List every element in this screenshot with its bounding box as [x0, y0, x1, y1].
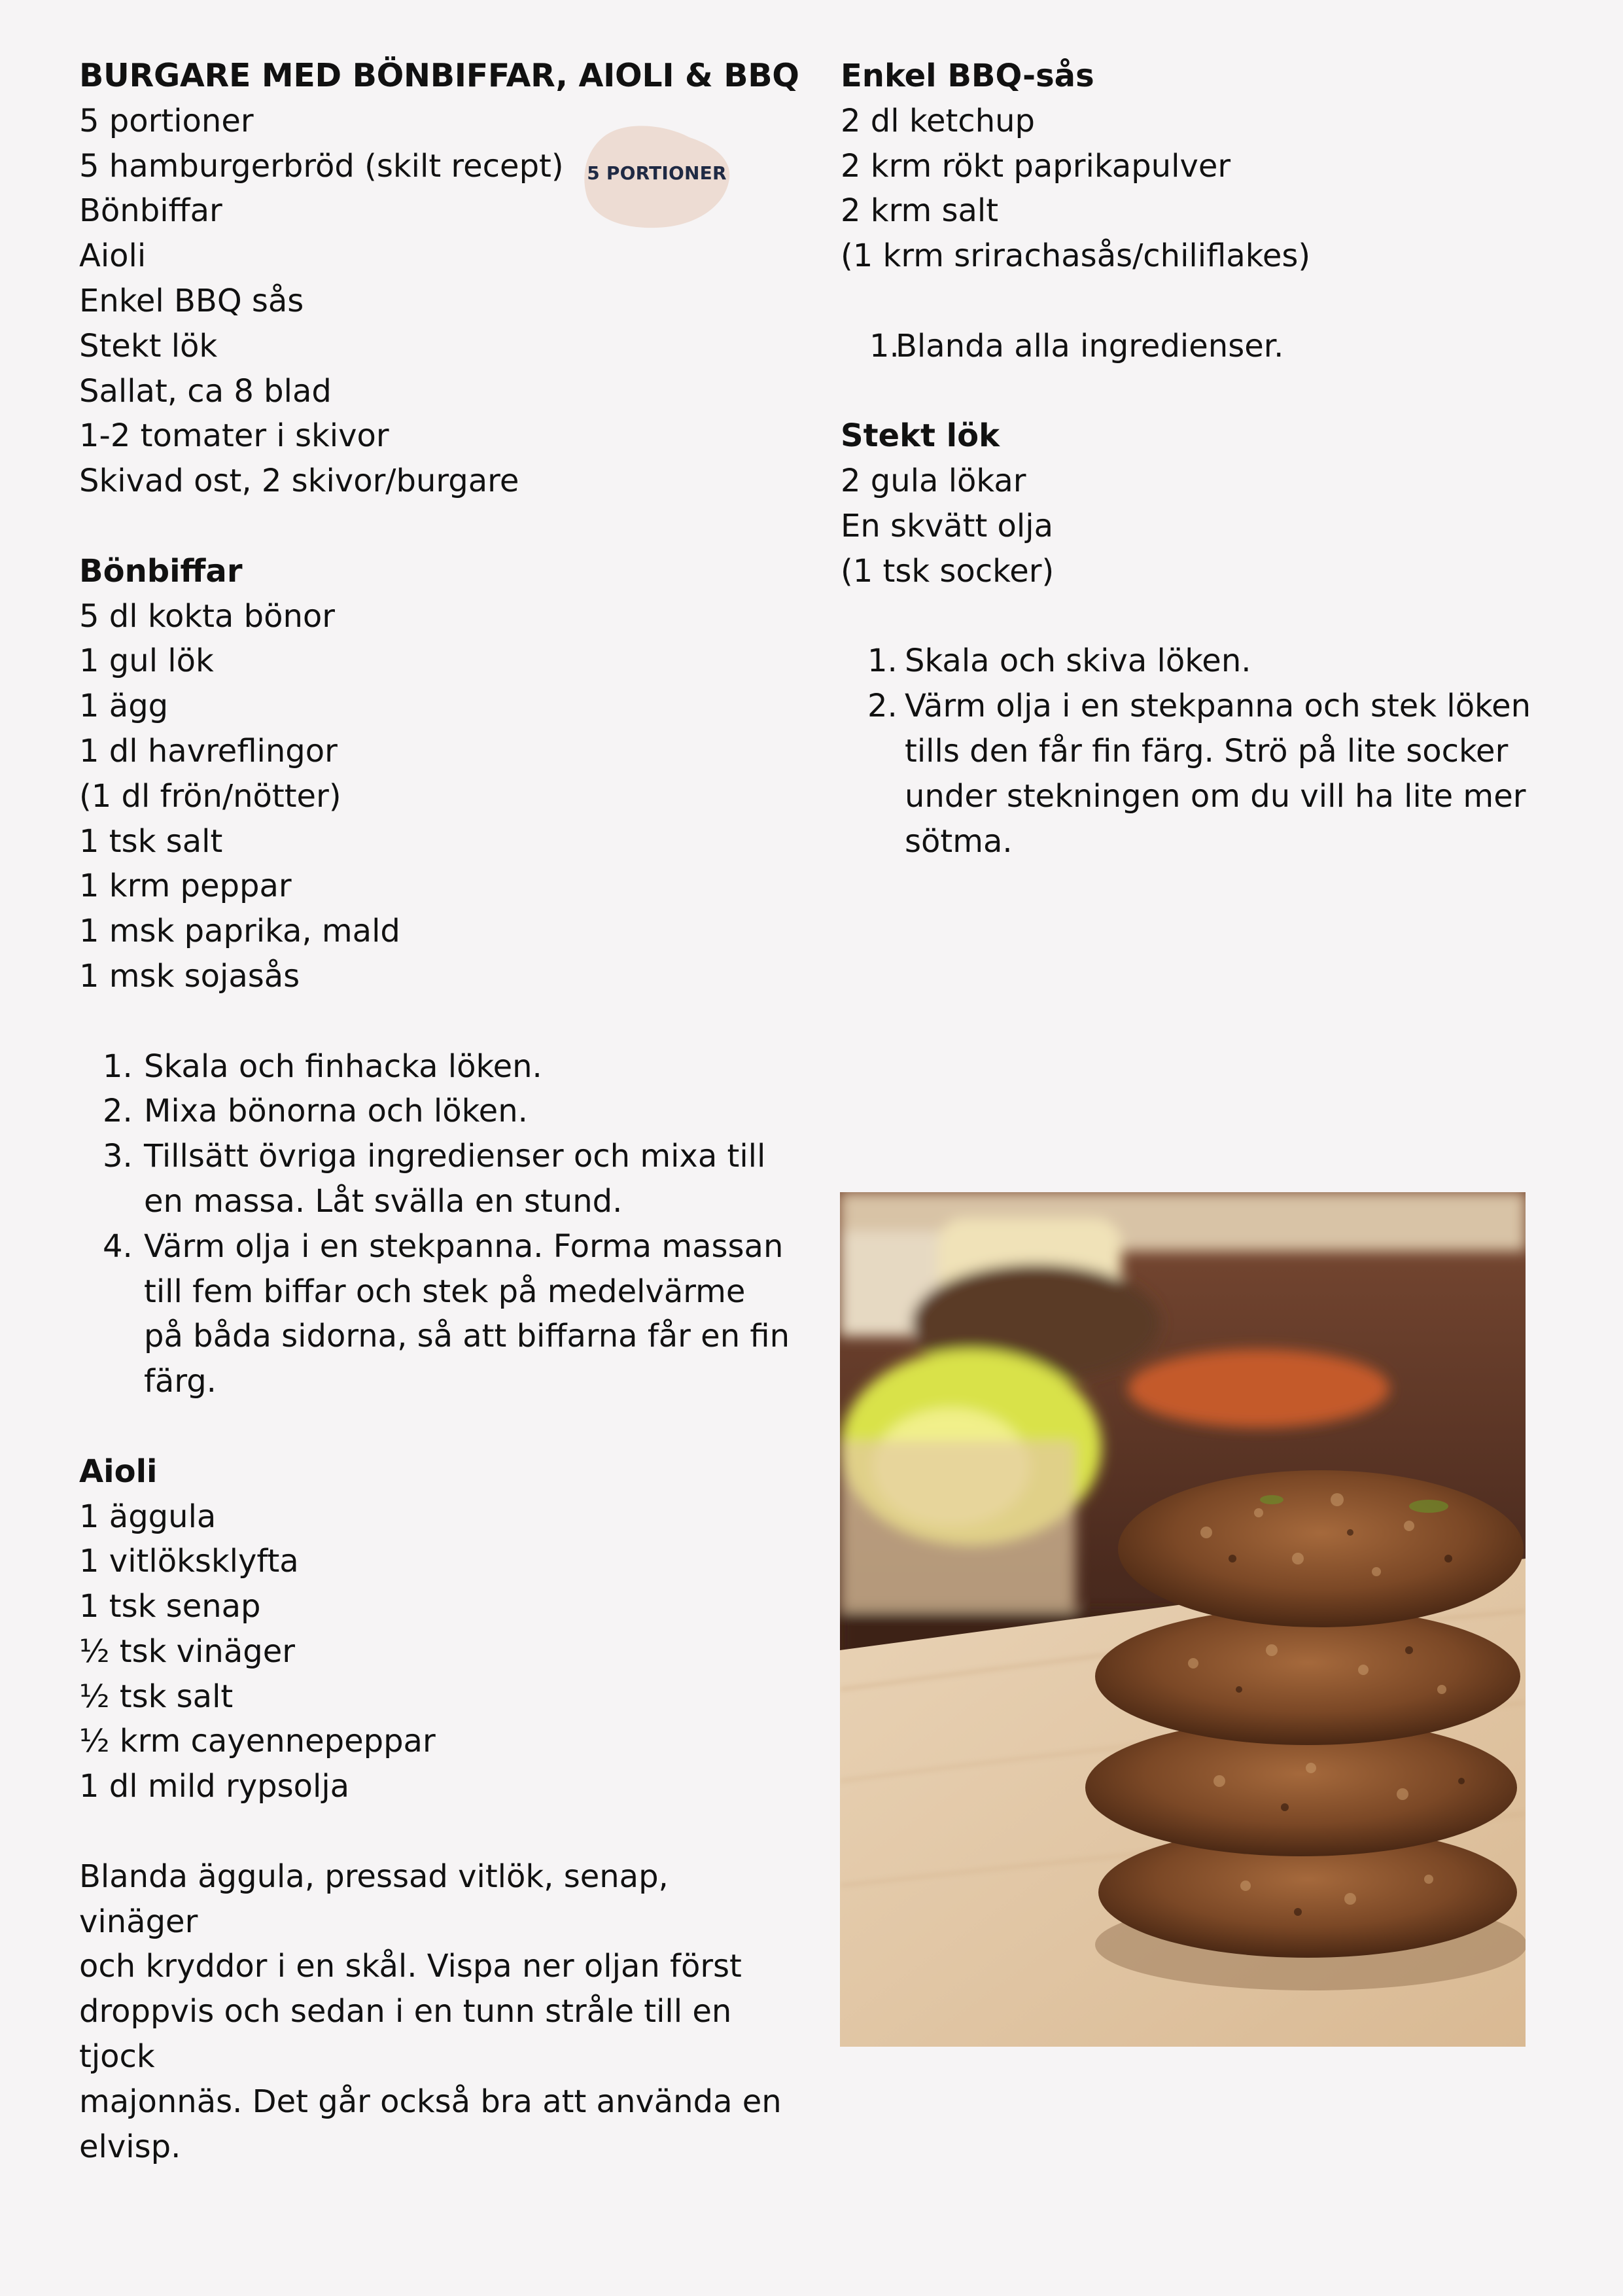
list-item: 5 hamburgerbröd (skilt recept) — [79, 147, 564, 185]
step-number: 3. — [103, 1138, 133, 1175]
step-text: Värm olja i en stekpanna. Forma massan till fem biffar och stek på medelvärme på båda sidorna, så att biffarna får en fin färg. — [144, 1227, 790, 1400]
spacer — [79, 504, 792, 549]
bonbiffar-ingredient-list — [79, 594, 792, 999]
list-item: (1 krm srirachasås/chiliflakes) — [841, 238, 1311, 275]
list-item: 1-2 tomater i skivor — [79, 417, 389, 455]
step-number: 1. — [869, 327, 899, 364]
list-item: 1 äggula — [79, 1498, 217, 1535]
list-item: 2 dl ketchup — [841, 102, 1035, 139]
list-item: 2 krm salt — [841, 192, 999, 230]
recipe-title: BURGARE MED BÖNBIFFAR, AIOLI & BBQ — [79, 57, 799, 94]
step-text: Skala och finhacka löken. — [144, 1048, 542, 1085]
step-number: 1. — [867, 643, 898, 680]
bbq-ingredient-list — [841, 99, 1580, 279]
bbq-heading: Enkel BBQ-sås — [841, 58, 1094, 94]
stekt-lok-ingredient-list — [841, 459, 1580, 593]
aioli-method: Blanda äggula, pressad vitlök, senap, vinäger och kryddor i en skål. Vispa ner oljan först droppvis och sedan i en tunn stråle till en tjock majonnäs. Det går också bra att använda en elvisp. — [79, 1858, 782, 2165]
step-item — [841, 639, 1580, 684]
stekt-lok-heading: Stekt lök — [841, 417, 1000, 455]
badge-label: 5 PORTIONER — [587, 162, 727, 184]
step-number: 2. — [867, 688, 898, 725]
aioli-ingredient-list — [79, 1494, 792, 1810]
right-column — [841, 54, 1580, 864]
list-item: 1 msk paprika, mald — [79, 913, 400, 950]
bean-patties-illustration — [840, 1192, 1526, 2047]
step-text: Skala och skiva löken. — [905, 643, 1251, 680]
step-item — [79, 1044, 792, 1089]
spacer — [79, 1809, 792, 1854]
list-item: En skvätt olja — [841, 507, 1053, 544]
bean-patties-photo — [840, 1192, 1526, 2047]
list-item: ½ krm cayennepeppar — [79, 1723, 436, 1760]
step-number: 2. — [103, 1093, 133, 1130]
spacer — [841, 594, 1580, 639]
portions-badge — [580, 122, 734, 229]
list-item: Stekt lök — [79, 327, 218, 364]
bonbiffar-steps — [79, 1044, 792, 1404]
list-item: 2 krm rökt paprikapulver — [841, 147, 1231, 185]
list-item: (1 tsk socker) — [841, 552, 1055, 590]
list-item: 1 msk sojasås — [79, 957, 300, 995]
list-item: (1 dl frön/nötter) — [79, 777, 341, 815]
list-item: ½ tsk vinäger — [79, 1633, 295, 1670]
list-item: Sallat, ca 8 blad — [79, 372, 332, 410]
step-text: Blanda alla ingredienser. — [896, 327, 1284, 364]
list-item: 1 tsk senap — [79, 1588, 261, 1625]
stekt-lok-steps — [841, 639, 1580, 864]
step-item — [841, 324, 1580, 369]
step-text: Värm olja i en stekpanna och stek löken tills den får fin färg. Strö på lite socker under stekningen om du vill ha lite mer sötma. — [905, 688, 1531, 860]
list-item: ½ tsk salt — [79, 1678, 234, 1715]
spacer — [79, 999, 792, 1044]
list-item: 1 gul lök — [79, 643, 214, 680]
list-item: Bönbiffar — [79, 192, 222, 230]
list-item: 1 krm peppar — [79, 868, 292, 905]
list-item: Skivad ost, 2 skivor/burgare — [79, 463, 519, 500]
step-number: 4. — [103, 1227, 133, 1265]
list-item: 5 portioner — [79, 102, 254, 139]
spacer — [841, 369, 1580, 414]
list-item: Enkel BBQ sås — [79, 282, 304, 319]
step-number: 1. — [103, 1048, 133, 1085]
list-item: 1 vitlöksklyfta — [79, 1543, 299, 1580]
step-text: Mixa bönorna och löken. — [144, 1093, 528, 1130]
step-item — [79, 1134, 792, 1224]
list-item: 1 dl mild rypsolja — [79, 1768, 350, 1805]
list-item: 1 ägg — [79, 688, 169, 725]
step-item — [79, 1224, 792, 1404]
spacer — [841, 279, 1580, 324]
bbq-steps — [841, 324, 1580, 369]
step-item — [841, 684, 1580, 864]
list-item: Aioli — [79, 238, 147, 275]
bonbiffar-heading: Bönbiffar — [79, 552, 243, 590]
step-text: Tillsätt övriga ingredienser och mixa till en massa. Låt svälla en stund. — [144, 1138, 766, 1220]
list-item: 1 tsk salt — [79, 822, 223, 860]
aioli-heading: Aioli — [79, 1453, 158, 1490]
spacer — [79, 1404, 792, 1449]
list-item: 5 dl kokta bönor — [79, 597, 335, 635]
left-column — [79, 54, 799, 2169]
list-item: 1 dl havreflingor — [79, 732, 338, 769]
list-item: 2 gula lökar — [841, 463, 1026, 500]
step-item — [79, 1089, 792, 1134]
